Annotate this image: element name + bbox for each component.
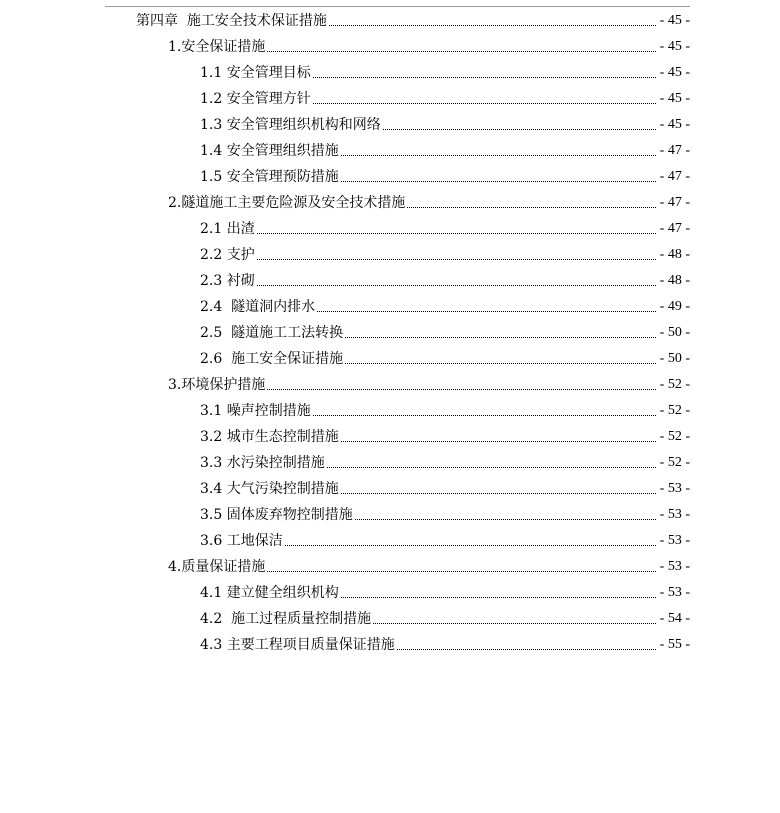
toc-leader-dots bbox=[345, 363, 656, 364]
toc-entry[interactable] bbox=[136, 6, 690, 30]
toc-entry-title: 2.1 出渣 bbox=[200, 221, 255, 237]
toc-entry-page: - 52 - bbox=[659, 377, 690, 392]
toc-entry[interactable] bbox=[200, 110, 690, 134]
toc-entry[interactable] bbox=[200, 318, 690, 342]
toc-entry-title: 1.2 安全管理方针 bbox=[200, 91, 311, 107]
toc-leader-dots bbox=[317, 311, 656, 312]
toc-entry[interactable] bbox=[168, 188, 690, 212]
toc-entry-title: 3.6 工地保洁 bbox=[200, 533, 283, 549]
toc-entry[interactable] bbox=[168, 32, 690, 56]
toc-leader-dots bbox=[397, 649, 656, 650]
toc-entry-title: 4.1 建立健全组织机构 bbox=[200, 585, 339, 601]
toc-entry[interactable] bbox=[200, 630, 690, 654]
toc-entry[interactable] bbox=[200, 162, 690, 186]
toc-entry-title: 2.5 隧道施工工法转换 bbox=[200, 325, 344, 341]
toc-entry-title: 2.隧道施工主要危险源及安全技术措施 bbox=[168, 195, 406, 211]
toc-entry-title: 2.4 隧道洞内排水 bbox=[200, 299, 316, 315]
toc-entry-title: 3.5 固体废弃物控制措施 bbox=[200, 507, 353, 523]
toc-entry-title: 3.2 城市生态控制措施 bbox=[200, 429, 339, 445]
toc-leader-dots bbox=[257, 259, 656, 260]
toc-entry-page: - 53 - bbox=[659, 585, 690, 600]
toc-entry-title: 4.质量保证措施 bbox=[168, 559, 266, 575]
toc-leader-dots bbox=[355, 519, 656, 520]
toc-entry-title: 3.4 大气污染控制措施 bbox=[200, 481, 339, 497]
toc-entry-title: 1.1 安全管理目标 bbox=[200, 65, 311, 81]
toc-entry[interactable] bbox=[168, 552, 690, 576]
toc-entry[interactable] bbox=[200, 448, 690, 472]
toc-entry[interactable] bbox=[200, 526, 690, 550]
toc-leader-dots bbox=[257, 285, 656, 286]
toc-entry[interactable] bbox=[200, 422, 690, 446]
toc-entry-page: - 52 - bbox=[659, 455, 690, 470]
toc-entry[interactable] bbox=[200, 578, 690, 602]
toc-leader-dots bbox=[341, 181, 656, 182]
toc-entry-title: 1.安全保证措施 bbox=[168, 39, 266, 55]
toc-entry[interactable] bbox=[200, 396, 690, 420]
toc-entry-page: - 45 - bbox=[659, 117, 690, 132]
toc-entry-page: - 53 - bbox=[659, 533, 690, 548]
toc-leader-dots bbox=[345, 337, 656, 338]
toc-leader-dots bbox=[373, 623, 656, 624]
toc-entry-page: - 45 - bbox=[659, 39, 690, 54]
toc-entry[interactable] bbox=[200, 266, 690, 290]
toc-entry-page: - 52 - bbox=[659, 403, 690, 418]
toc-entry[interactable] bbox=[200, 136, 690, 160]
toc-leader-dots bbox=[383, 129, 656, 130]
toc-entry-page: - 53 - bbox=[659, 481, 690, 496]
toc-leader-dots bbox=[341, 441, 656, 442]
toc-entry-page: - 50 - bbox=[659, 325, 690, 340]
toc-entry-title: 3.1 噪声控制措施 bbox=[200, 403, 311, 419]
toc-entry[interactable] bbox=[200, 240, 690, 264]
toc-leader-dots bbox=[313, 103, 656, 104]
toc-leader-dots bbox=[267, 571, 655, 572]
toc-leader-dots bbox=[341, 597, 656, 598]
toc-entry-title: 3.3 水污染控制措施 bbox=[200, 455, 325, 471]
toc-entry-page: - 47 - bbox=[659, 169, 690, 184]
toc-entry-title: 4.3 主要工程项目质量保证措施 bbox=[200, 637, 395, 653]
toc-entry-title: 2.6 施工安全保证措施 bbox=[200, 351, 344, 367]
toc-entry-page: - 50 - bbox=[659, 351, 690, 366]
toc-entry-title: 1.5 安全管理预防措施 bbox=[200, 169, 339, 185]
toc-entry-page: - 45 - bbox=[659, 65, 690, 80]
toc-entry-page: - 53 - bbox=[659, 559, 690, 574]
toc-entry[interactable] bbox=[200, 214, 690, 238]
toc-leader-dots bbox=[313, 415, 656, 416]
toc-entry-title: 3.环境保护措施 bbox=[168, 377, 266, 393]
toc-entry-title: 1.3 安全管理组织机构和网络 bbox=[200, 117, 381, 133]
toc-entry-page: - 47 - bbox=[659, 221, 690, 236]
toc-entry-page: - 55 - bbox=[659, 637, 690, 652]
toc-leader-dots bbox=[285, 545, 656, 546]
toc-entry-page: - 45 - bbox=[659, 13, 690, 28]
toc-leader-dots bbox=[267, 51, 655, 52]
toc-entry[interactable] bbox=[200, 292, 690, 316]
toc-entry[interactable] bbox=[200, 474, 690, 498]
toc-entry-title: 第四章 施工安全技术保证措施 bbox=[136, 13, 327, 29]
toc-entry[interactable] bbox=[200, 500, 690, 524]
toc-entry-page: - 48 - bbox=[659, 247, 690, 262]
toc-entry[interactable] bbox=[200, 344, 690, 368]
toc-leader-dots bbox=[313, 77, 656, 78]
toc-entry-title: 2.2 支护 bbox=[200, 247, 255, 263]
toc-leader-dots bbox=[327, 467, 656, 468]
toc-entry[interactable] bbox=[200, 84, 690, 108]
toc-leader-dots bbox=[257, 233, 656, 234]
toc-entry[interactable] bbox=[168, 370, 690, 394]
toc-entry-page: - 49 - bbox=[659, 299, 690, 314]
toc-entry-page: - 45 - bbox=[659, 91, 690, 106]
toc-leader-dots bbox=[341, 155, 656, 156]
toc-entry-page: - 47 - bbox=[659, 143, 690, 158]
toc-entry-page: - 53 - bbox=[659, 507, 690, 522]
toc-leader-dots bbox=[267, 389, 655, 390]
toc-leader-dots bbox=[407, 207, 655, 208]
toc-entry-title: 4.2 施工过程质量控制措施 bbox=[200, 611, 372, 627]
toc-leader-dots bbox=[329, 25, 656, 26]
toc-entry-title: 1.4 安全管理组织措施 bbox=[200, 143, 339, 159]
toc-leader-dots bbox=[341, 493, 656, 494]
toc-entry-page: - 52 - bbox=[659, 429, 690, 444]
toc-entry-page: - 47 - bbox=[659, 195, 690, 210]
toc-entry[interactable] bbox=[200, 604, 690, 628]
toc-entry-page: - 54 - bbox=[659, 611, 690, 626]
toc-entry-title: 2.3 衬砌 bbox=[200, 273, 255, 289]
toc-entry-page: - 48 - bbox=[659, 273, 690, 288]
toc-entry[interactable] bbox=[200, 58, 690, 82]
